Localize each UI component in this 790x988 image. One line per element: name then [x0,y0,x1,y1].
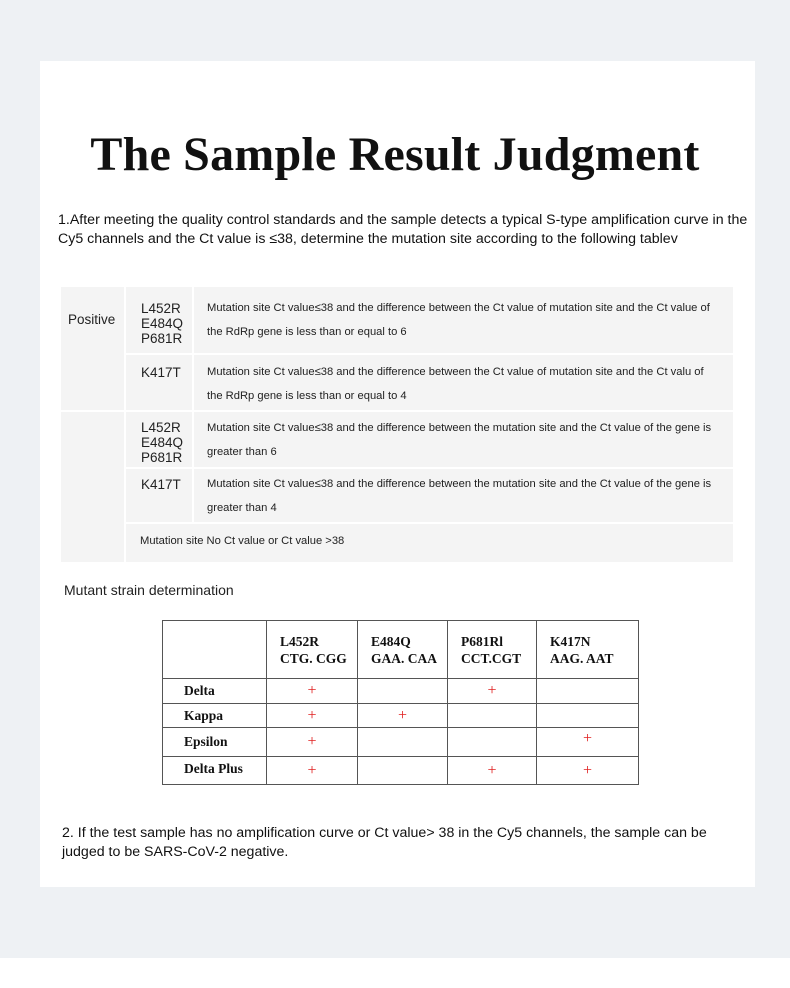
mutation-site: E484Q [141,316,184,331]
judgment-description: Mutation site Ct value≤38 and the difference between the Ct value of mutation site and the Ct value of the RdRp gene is less than or equal to 6 [207,302,710,338]
no-mutation-note: Mutation site No Ct value or Ct value >38 [140,535,345,547]
intro-paragraph: 1.After meeting the quality control standards and the sample detects a typical S-type amplification curve in the Cy5 channels and the Ct value is ≤38, determine the mutation site according to the following tablev [58,212,748,247]
mutation-site: K417T [141,365,181,380]
mutation-mark: + [267,704,358,728]
mutation-site: P681R [141,331,183,346]
table-row [163,679,639,704]
table-row [163,757,639,785]
mutation-mark: + [267,757,358,785]
table-row [163,728,639,757]
strain-header-row [163,621,639,679]
column-header-line: P681Rl [461,634,503,649]
mutation-site-list [141,477,181,492]
strain-table [162,620,639,785]
column-header [448,621,537,679]
mutation-mark: + [267,679,358,704]
column-header-line: GAA. CAA [371,651,437,666]
mutation-site: P681R [141,450,183,465]
table-divider [124,287,126,562]
mutation-mark [537,679,639,704]
page-footer-strip [0,958,790,988]
mutation-mark: + [448,679,537,704]
mutation-mark [537,704,639,728]
judgment-description: Mutation site Ct value≤38 and the difference between the mutation site and the Ct value of the gene is greater than 4 [207,478,712,514]
judgment-description: Mutation site Ct value≤38 and the difference between the Ct value of mutation site and the Ct valu of the RdRp gene is less than or equal to 4 [207,366,704,402]
mutation-site: E484Q [141,435,184,450]
column-header [537,621,639,679]
strain-name: Delta Plus [163,757,267,785]
column-header-line: E484Q [371,634,411,649]
mutation-mark: + [267,728,358,757]
column-header-line: CCT.CGT [461,651,522,666]
positive-label: Positive [68,312,116,327]
mutation-mark [358,757,448,785]
strain-name: Delta [163,679,267,704]
table-divider [61,410,733,412]
mutation-mark [358,679,448,704]
mutation-site-list [141,301,183,346]
column-header-line: K417N [550,634,591,649]
strain-name: Kappa [163,704,267,728]
mutation-site-list [141,420,183,465]
table-divider [124,522,733,524]
mutation-mark [448,728,537,757]
mutation-mark: + [537,757,639,785]
table-row [163,704,639,728]
page-title: The Sample Result Judgment [90,128,700,181]
mutation-site: L452R [141,420,181,435]
column-header-line: L452R [280,634,320,649]
column-header [358,621,448,679]
strain-heading: Mutant strain determination [64,582,234,598]
mutation-mark: + [448,757,537,785]
conclusion-paragraph: 2. If the test sample has no amplification curve or Ct value> 38 in the Cy5 channels, the sample can be judged to be SARS-CoV-2 negative. [62,825,707,860]
column-header-line: AAG. AAT [550,651,614,666]
mutation-mark: + [537,728,639,757]
column-header-line: CTG. CGG [280,651,347,666]
mutation-mark [358,728,448,757]
strain-name: Epsilon [163,728,267,757]
table-divider [192,287,194,523]
column-header [267,621,358,679]
mutation-mark: + [358,704,448,728]
table-divider [124,467,733,469]
mutation-site: K417T [141,477,181,492]
table-divider [124,353,733,355]
corner-cell [163,621,267,679]
mutation-site: L452R [141,301,181,316]
judgment-description: Mutation site Ct value≤38 and the difference between the mutation site and the Ct value of the gene is greater than 6 [207,422,712,458]
mutation-mark [448,704,537,728]
mutation-site-list [141,365,181,380]
